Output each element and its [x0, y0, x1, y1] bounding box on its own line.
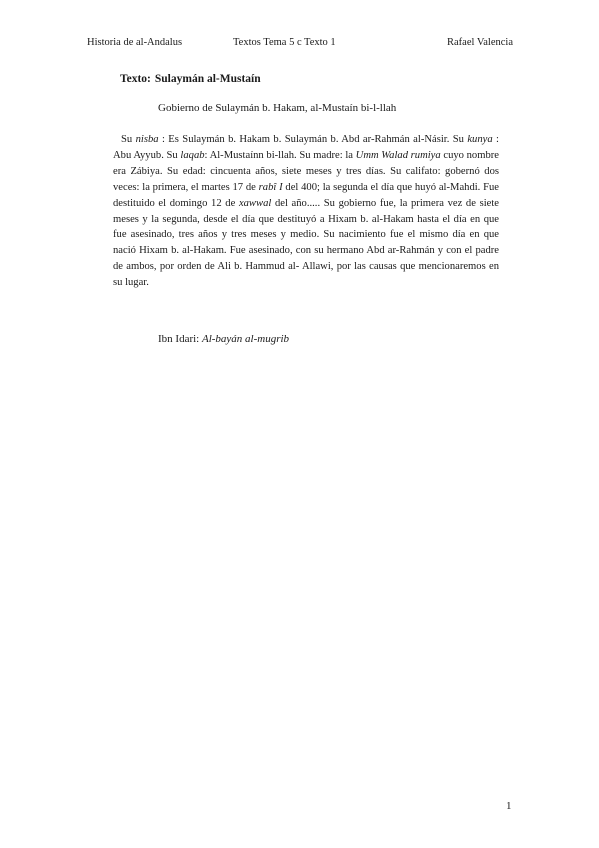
body-segment: : Es Sulaymán b. Hakam b. Sulaymán b. Abd ar-Rahmán al-Násir. Su: [158, 134, 468, 145]
text-subtitle: Gobierno de Sulaymán b. Hakam, al-Mustaín bi-l-llah: [158, 102, 397, 114]
header-author: Rafael Valencia: [447, 37, 513, 48]
page-number: 1: [506, 800, 512, 812]
source-citation: [158, 333, 289, 345]
header-course-title: Historia de al-Andalus: [87, 37, 183, 48]
source-work-title: Al-bayán al-mugrib: [201, 333, 290, 345]
body-segment: : Abu Ayyub. Su: [113, 134, 500, 161]
body-italic-term: nisba: [135, 134, 159, 145]
page-header: [87, 37, 513, 51]
body-italic-term: rabî I: [258, 181, 283, 193]
body-paragraph: [113, 132, 499, 291]
text-title: [120, 73, 261, 85]
body-segment: del 400; la segunda el día que huyó al-Mahdi. Fue destituido el domingo 12 de: [113, 181, 500, 209]
header-text-reference: Textos Tema 5 c Texto 1: [233, 37, 336, 48]
body-italic-term: xawwal: [238, 197, 272, 209]
text-title-name: Sulaymán al-Mustaín: [154, 73, 261, 85]
body-italic-term: laqab: [180, 149, 205, 161]
body-segment: cuyo nombre era Zábiya. Su edad: cincuenta años, siete meses y tres días. Su califato: gobernó dos veces: la primera, el martes 17 de: [113, 149, 499, 193]
body-italic-term: kunya: [467, 134, 493, 145]
text-title-label: Texto:: [120, 73, 151, 85]
body-italic-term: Umm Walad rumiya: [355, 149, 441, 161]
body-segment: Su: [121, 134, 136, 145]
source-author: Ibn Idari:: [158, 333, 202, 345]
body-segment: del año..... Su gobierno fue, la primera vez de siete meses y la segunda, desde el día que destituyó a Hixam b. al-Hakam hasta el día en que fue asesinado, tres años y tres meses y medio. Su nacimiento fue el mismo día en que nació Hixam b. al-Hakam. Fue asesinado, con su hermano Abd ar-Rahmán y con el padre de ambos, por orden de Ali b. Hammud al- Allawi, por las causas que mencionaremos en su lugar.: [113, 197, 499, 289]
body-segment: : Al-Mustaínn bi-llah. Su madre: la: [204, 149, 356, 161]
